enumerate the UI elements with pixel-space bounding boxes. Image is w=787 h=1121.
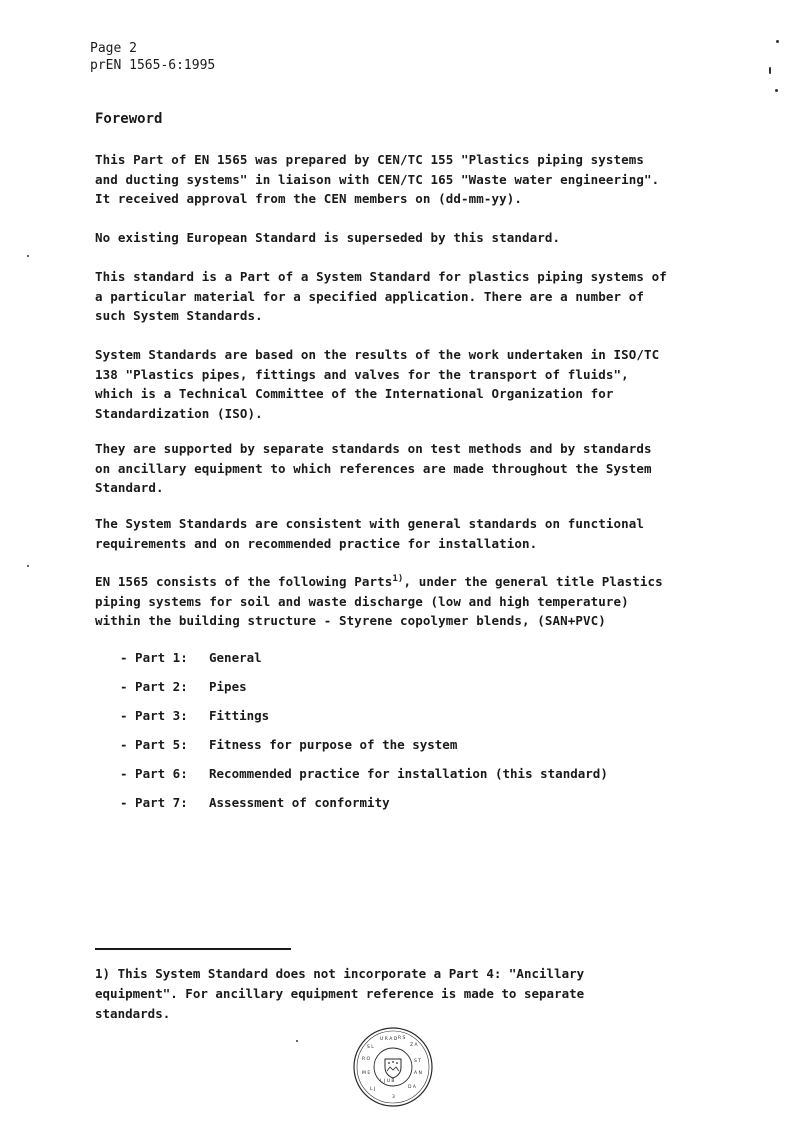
svg-text:S L: S L (367, 1045, 374, 1050)
paragraph-system-standard: This standard is a Part of a System Standard for plastics piping systems of a particular material for a specified application. There are a number of such System Standards. (95, 269, 667, 323)
paragraph-supersede: No existing European Standard is superseded by this standard. (95, 230, 561, 245)
page-number: Page 2 (90, 41, 137, 56)
svg-text:3: 3 (392, 1095, 395, 1100)
svg-text:S T: S T (414, 1059, 422, 1064)
paragraph-parts-intro (95, 572, 735, 631)
paragraph-consistency: The System Standards are consistent with general standards on functional requirements and on recommended practice for installation. (95, 516, 645, 551)
footnote: 1) This System Standard does not incorporate a Part 4: "Ancillary equipment". For ancillary equipment reference is made to separate standards. (95, 966, 585, 1021)
svg-text:D A: D A (408, 1085, 416, 1090)
scan-speck (776, 40, 779, 43)
scan-speck (775, 89, 778, 92)
svg-text:L J U B: L J U B (380, 1079, 395, 1084)
svg-text:Z A: Z A (410, 1043, 418, 1048)
list-item: - Part 3: Fittings (120, 708, 270, 723)
page-header (90, 40, 215, 74)
footnote-divider (95, 948, 291, 950)
foreword-title: Foreword (95, 111, 163, 127)
svg-text:A N: A N (414, 1071, 422, 1076)
svg-text:L J: L J (370, 1087, 376, 1092)
scan-speck (27, 255, 29, 257)
svg-text:R O: R O (362, 1057, 371, 1062)
svg-text:R S: R S (398, 1036, 406, 1041)
document-id: prEN 1565-6:1995 (90, 58, 216, 73)
parts-intro-text: EN 1565 consists of the following Parts (95, 574, 393, 589)
official-seal-stamp (352, 1026, 434, 1108)
parts-list (120, 650, 608, 824)
list-item: - Part 1: General (120, 650, 262, 665)
list-item: - Part 5: Fitness for purpose of the system (120, 737, 458, 752)
paragraph-preparation: This Part of EN 1565 was prepared by CEN/TC 155 "Plastics piping systems and ducting systems" in liaison with CEN/TC 165 "Waste water engineering". It received approval from the CEN members on (dd-mm-yy). (95, 152, 660, 206)
paragraph-supporting-standards: They are supported by separate standards on test methods and by standards on ancillary equipment to which references are made throughout the System Standard. (95, 441, 652, 495)
svg-text:U R A D: U R A D (380, 1037, 398, 1042)
scan-speck (296, 1040, 298, 1042)
scan-speck (769, 67, 771, 74)
svg-text:M E: M E (362, 1071, 371, 1076)
footnote-ref: 1) (392, 573, 404, 584)
paragraph-iso-basis: System Standards are based on the results of the work undertaken in ISO/TC 138 "Plastics pipes, fittings and valves for the transport of fluids", which is a Technical Committee of the International Organization for Standardization (ISO). (95, 347, 660, 421)
list-item: - Part 2: Pipes (120, 679, 247, 694)
scan-speck (27, 565, 29, 567)
list-item: - Part 7: Assessment of conformity (120, 795, 390, 810)
list-item: - Part 6: Recommended practice for installation (this standard) (120, 766, 608, 781)
parts-intro-title: , under the general title Plastics piping systems for soil and waste discharge (low and high temperature) within the building structure - Styrene copolymer blends, (SAN+PVC) (95, 574, 663, 628)
